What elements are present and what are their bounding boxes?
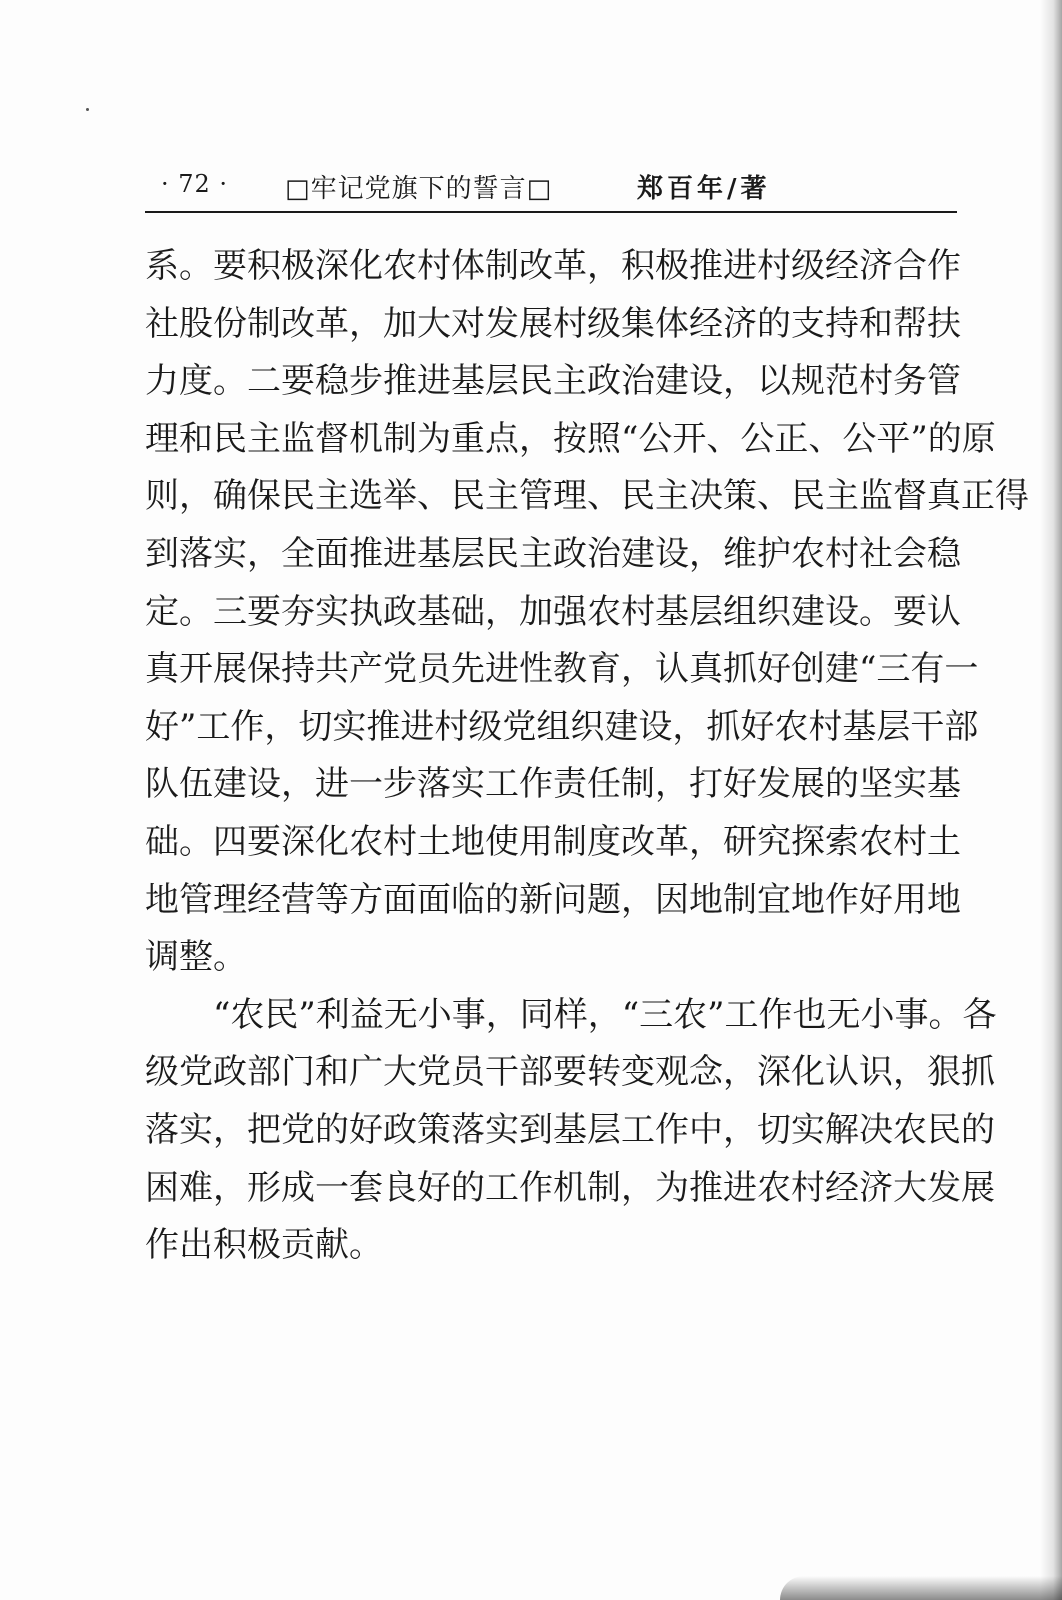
text-line: 力度。二要稳步推进基层民主政治建设，以规范村务管: [145, 361, 961, 402]
text-line: 理和民主监督机制为重点，按照“公开、公正、公平”的原: [145, 418, 996, 459]
text-line: 则，确保民主选举、民主管理、民主决策、民主监督真正得: [145, 476, 1029, 517]
text-line: 调整。: [145, 937, 247, 978]
author-credit: 郑百年/著: [637, 174, 771, 204]
paragraph-2: [145, 987, 997, 1275]
scan-edge-shadow: [1040, 0, 1062, 1600]
text-line: “农民”利益无小事，同样，“三农”工作也无小事。各: [213, 994, 997, 1035]
text-line: 作出积极贡献。: [145, 1225, 383, 1266]
page-number: · 72 ·: [161, 170, 229, 198]
text-line: 困难，形成一套良好的工作机制，为推进农村经济大发展: [145, 1167, 995, 1208]
text-line: 队伍建设，进一步落实工作责任制，打好发展的坚实基: [145, 764, 961, 805]
paragraph-1: [145, 238, 1029, 987]
text-line: 地管理经营等方面面临的新问题，因地制宜地作好用地: [145, 879, 961, 920]
text-line: 系。要积极深化农村体制改革，积极推进村级经济合作: [145, 246, 961, 286]
body-text: [145, 238, 1029, 1275]
text-line: 级党政部门和广大党员干部要转变观念，深化认识，狠抓: [145, 1052, 995, 1093]
header-rule: [145, 211, 957, 213]
text-line: 真开展保持共产党员先进性教育，认真抓好创建“三有一: [145, 649, 979, 690]
scan-speck: [86, 108, 89, 111]
running-header: [145, 166, 957, 210]
book-title: □牢记党旗下的誓言□: [285, 174, 553, 204]
text-line: 好”工作，切实推进村级党组织建设，抓好农村基层干部: [145, 706, 979, 747]
scan-corner-shadow: [780, 1576, 1062, 1600]
text-line: 到落实，全面推进基层民主政治建设，维护农村社会稳: [145, 533, 961, 574]
text-line: 定。三要夯实执政基础，加强农村基层组织建设。要认: [145, 591, 961, 632]
text-line: 落实，把党的好政策落实到基层工作中，切实解决农民的: [145, 1109, 995, 1150]
text-line: 社股份制改革，加大对发展村级集体经济的支持和帮扶: [145, 303, 961, 344]
text-line: 础。四要深化农村土地使用制度改革，研究探索农村土: [145, 821, 961, 862]
